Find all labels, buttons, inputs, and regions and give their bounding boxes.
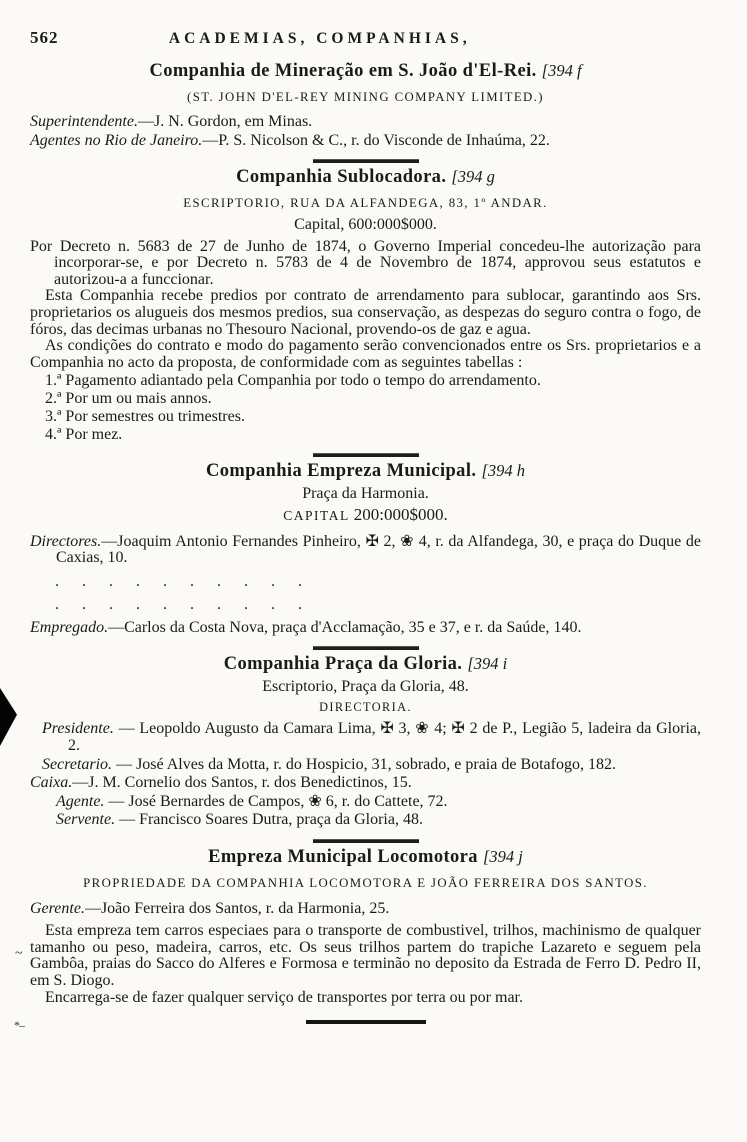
section-ref: [394 g: [451, 167, 495, 187]
section-heading: [30, 167, 701, 187]
page-number: 562: [30, 28, 59, 47]
entry: [42, 757, 701, 774]
section-heading: [30, 847, 701, 867]
section-divider: [313, 646, 419, 650]
entry: [30, 901, 701, 918]
entry: [56, 812, 701, 829]
section-ref: [394 j: [482, 847, 523, 867]
board-heading: DIRECTORIA.: [319, 699, 412, 714]
tariff-item: 1.ª Pagamento adiantado pela Companhia por todo o tempo do arrendamento.: [45, 372, 541, 390]
section-ref: [394 i: [467, 654, 508, 674]
paragraph: Por Decreto n. 5683 de 27 de Junho de 1874, o Governo Imperial concedeu-lhe autorização para incorporar-se, e por Decreto n. 5783 de 4 de Novembro de 1874, approvou seus estatutos e autorizou-a a funccionar.: [30, 237, 701, 288]
tariff-list: [30, 372, 701, 443]
running-header: ACADEMIAS, COMPANHIAS,: [168, 30, 471, 47]
office-address: Praça da Harmonia.: [302, 485, 429, 503]
section-mineracao: [30, 61, 701, 150]
entry-label: Agente.: [56, 792, 105, 810]
entry-text: —Carlos da Costa Nova, praça d'Acclamação, 35 e 37, e r. da Saúde, 140.: [108, 618, 582, 636]
section-title: Empreza Municipal Locomotora: [208, 847, 478, 868]
section-divider: [313, 453, 419, 457]
entry: [30, 620, 701, 637]
section-ref: [394 h: [481, 461, 525, 481]
margin-mark: *‒: [14, 1018, 24, 1032]
section-title: Companhia de Mineração em S. João d'El-Rei.: [149, 60, 537, 81]
company-subtitle: (ST. JOHN D'EL-REY MINING COMPANY LIMITED.): [187, 89, 544, 104]
section-empreza-municipal: [30, 461, 701, 636]
section-sublocadora: [30, 167, 701, 443]
margin-mark: ~: [15, 946, 23, 961]
section-title: Companhia Empreza Municipal.: [206, 461, 477, 482]
section-heading: [30, 461, 701, 481]
tariff-item: 3.ª Por semestres ou trimestres.: [45, 408, 245, 426]
section-heading: [30, 654, 701, 674]
tariff-item: 2.ª Por um ou mais annos.: [45, 390, 212, 408]
section-praca-da-gloria: [30, 654, 701, 829]
omitted-names-row: . . . . . . . . . .: [55, 572, 303, 590]
entry-text: —P. S. Nicolson & C., r. do Visconde de Inhaúma, 22.: [202, 131, 550, 149]
capital-label: CAPITAL: [283, 507, 350, 523]
entry-label: Presidente.: [42, 720, 114, 738]
entry: [30, 534, 701, 567]
entry-text: — José Alves da Motta, r. do Hospicio, 31, sobrado, e praia de Botafogo, 182.: [112, 755, 616, 773]
entry-text: —J. N. Gordon, em Minas.: [137, 113, 313, 131]
section-ref: [394 f: [541, 60, 582, 80]
section-locomotora: [30, 847, 701, 1006]
paragraph: As condições do contrato e modo do pagamento serão convencionados entre os Srs. proprietarios e a Companhia no acto da proposta, de conformidade com as seguintes tabellas :: [30, 337, 701, 371]
paragraph: Esta empreza tem carros especiaes para o transporte de combustivel, trilhos, machinismo de qualquer tamanho ou peso, madeira, carros, etc. Os seus trilhos partem do trapiche Lazareto e seguem pela Gambôa, praias do Sacco do Alferes e Formosa e terminão no deposito da Estrada de Ferro D. Pedro II, em S. Diogo.: [30, 922, 701, 989]
page-header: [30, 30, 701, 48]
capital-line: Capital, 600:000$000.: [294, 215, 437, 233]
end-rule: [306, 1020, 426, 1024]
tariff-item: 4.ª Por mez.: [45, 426, 123, 444]
entry-label: Secretario.: [42, 755, 113, 773]
entry-text: — Francisco Soares Dutra, praça da Gloria, 48.: [115, 811, 423, 829]
omitted-names-row: . . . . . . . . . .: [55, 595, 303, 613]
entry-text: — José Bernardes de Campos, ❀ 6, r. do Cattete, 72.: [104, 792, 448, 810]
entry-label: Directores.: [30, 532, 102, 550]
entry: [30, 133, 701, 150]
entry: [56, 794, 701, 811]
office-address: ESCRIPTORIO, RUA DA ALFANDEGA, 83, 1º ANDAR.: [183, 196, 548, 211]
capital-value: 200:000$000.: [353, 504, 448, 524]
entry-label: Superintendente.: [30, 113, 138, 131]
section-title: Companhia Praça da Gloria.: [223, 654, 463, 675]
entry-label: Gerente.: [30, 899, 85, 917]
entry: [30, 114, 701, 131]
capital-line: [30, 504, 701, 525]
section-divider: [313, 159, 419, 163]
entry-label: Empregado.: [30, 618, 109, 636]
entry-text: —Joaquim Antonio Fernandes Pinheiro, ✠ 2, ❀ 4, r. da Alfandega, 30, e praça do Duque de Caxias, 10.: [56, 532, 701, 567]
entry: [30, 775, 701, 792]
entry-text: — Leopoldo Augusto da Camara Lima, ✠ 3, ❀ 4; ✠ 2 de P., Legião 5, ladeira da Gloria, 2.: [68, 720, 701, 755]
entry: [42, 721, 701, 754]
entry-label: Agentes no Rio de Janeiro.: [30, 131, 203, 149]
office-address: Escriptorio, Praça da Gloria, 48.: [262, 678, 469, 696]
section-divider: [313, 839, 419, 843]
paragraph: Esta Companhia recebe predios por contrato de arrendamento para sublocar, garantindo aos Srs. proprietarios os alugueis dos mesmos predios, sua conservação, as despezas do seguro contra o fogo, de fóros, das decimas urbanas no Thesouro Nacional, provendo-os de gaz e agua.: [30, 287, 701, 338]
entry-text: —João Ferreira dos Santos, r. da Harmonia, 25.: [84, 899, 390, 917]
section-title: Companhia Sublocadora.: [236, 167, 447, 188]
section-heading: [30, 61, 701, 81]
entry-label: Caixa.: [30, 774, 73, 792]
entry-text: —J. M. Cornelio dos Santos, r. dos Benedictinos, 15.: [72, 774, 412, 792]
paragraph: Encarrega-se de fazer qualquer serviço de transportes por terra ou por mar.: [45, 988, 523, 1006]
entry-label: Servente.: [56, 811, 116, 829]
company-subtitle: PROPRIEDADE DA COMPANHIA LOCOMOTORA E JOÃO FERREIRA DOS SANTOS.: [83, 876, 648, 891]
